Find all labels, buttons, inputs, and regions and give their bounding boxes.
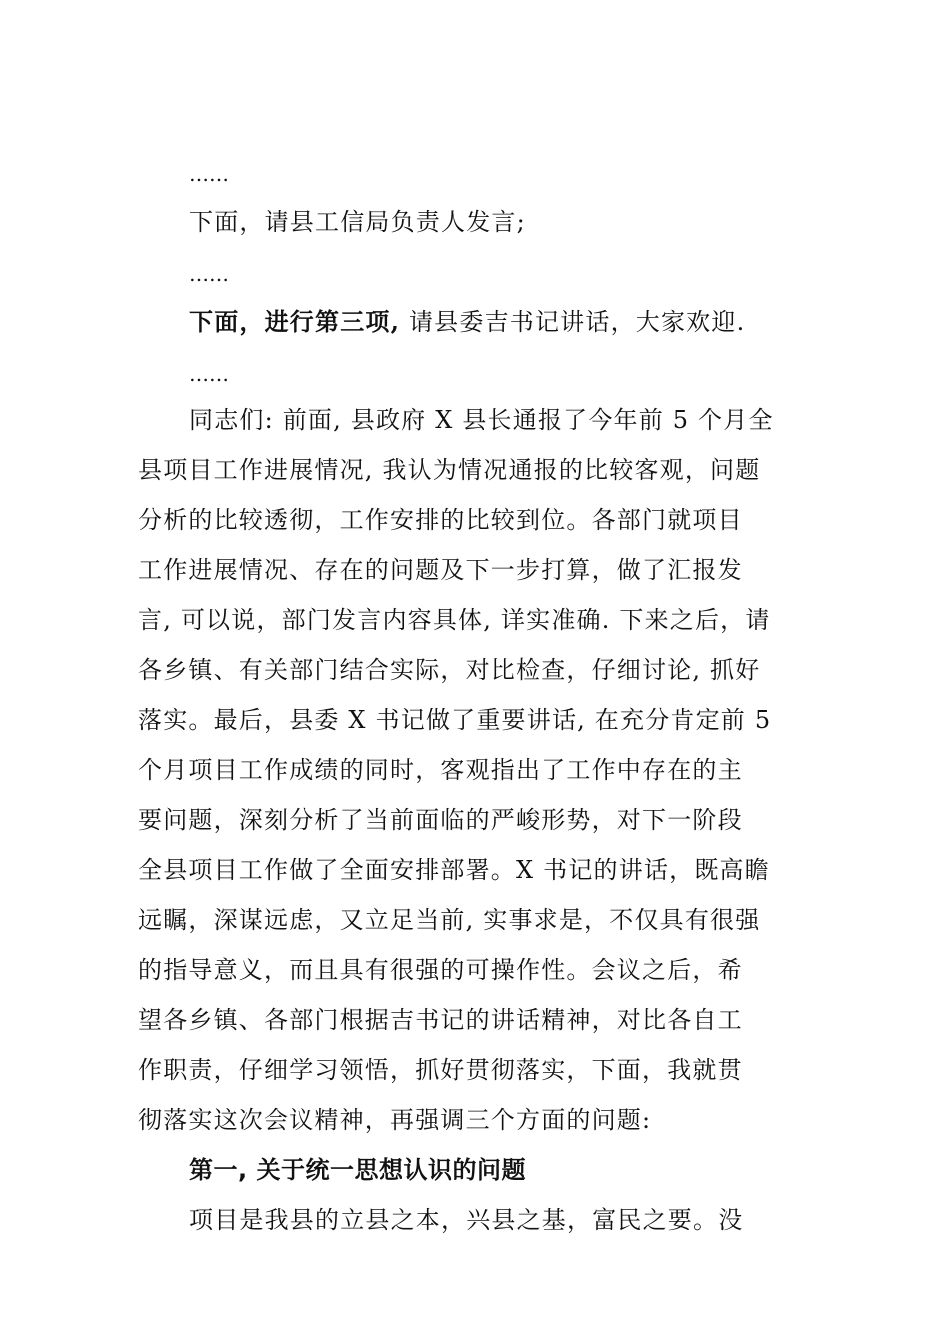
ellipsis-line: …… bbox=[189, 262, 229, 286]
paragraph-line: 的指导意义，而且具有很强的可操作性。会议之后，希 bbox=[138, 956, 743, 984]
paragraph-line: 县项目工作进展情况, 我认为情况通报的比较客观，问题 bbox=[138, 456, 761, 484]
agenda-item-three-text: 请县委吉书记讲话，大家欢迎. bbox=[400, 308, 746, 336]
paragraph-line: 彻落实这次会议精神，再强调三个方面的问题: bbox=[138, 1106, 652, 1134]
paragraph-line: 工作进展情况、存在的问题及下一步打算，做了汇报发 bbox=[138, 556, 743, 584]
paragraph-line: 全县项目工作做了全面安排部署。X 书记的讲话，既高瞻 bbox=[138, 856, 770, 884]
paragraph-line: 个月项目工作成绩的同时，客观指出了工作中存在的主 bbox=[138, 756, 743, 784]
paragraph-line: 落实。最后，县委 X 书记做了重要讲话, 在充分肯定前 5 bbox=[138, 706, 772, 734]
ellipsis-line: …… bbox=[189, 162, 229, 186]
agenda-item-three-bold: 下面，进行第三项, bbox=[189, 307, 401, 336]
paragraph-line: 要问题，深刻分析了当前面临的严峻形势，对下一阶段 bbox=[138, 806, 743, 834]
paragraph-line: 同志们: 前面, 县政府 X 县长通报了今年前 5 个月全 bbox=[189, 406, 774, 434]
paragraph-line: 作职责，仔细学习领悟，抓好贯彻落实，下面，我就贯 bbox=[138, 1056, 743, 1084]
paragraph-line: 分析的比较透彻，工作安排的比较到位。各部门就项目 bbox=[138, 506, 743, 534]
paragraph-line: 项目是我县的立县之本，兴县之基，富民之要。没 bbox=[189, 1206, 744, 1234]
paragraph-line: 言, 可以说，部门发言内容具体, 详实准确. 下来之后，请 bbox=[138, 606, 771, 634]
paragraph-line: 远瞩，深谋远虑，又立足当前, 实事求是，不仅具有很强 bbox=[138, 906, 761, 934]
agenda-item-three bbox=[189, 306, 779, 338]
paragraph-line: 各乡镇、有关部门结合实际，对比检查，仔细讨论, 抓好 bbox=[138, 656, 761, 684]
paragraph-line: 望各乡镇、各部门根据吉书记的讲话精神，对比各自工 bbox=[138, 1006, 743, 1034]
ellipsis-line: …… bbox=[189, 362, 229, 386]
speech-line: 下面，请县工信局负责人发言; bbox=[189, 208, 526, 236]
section-heading: 第一, 关于统一思想认识的问题 bbox=[189, 1156, 526, 1184]
